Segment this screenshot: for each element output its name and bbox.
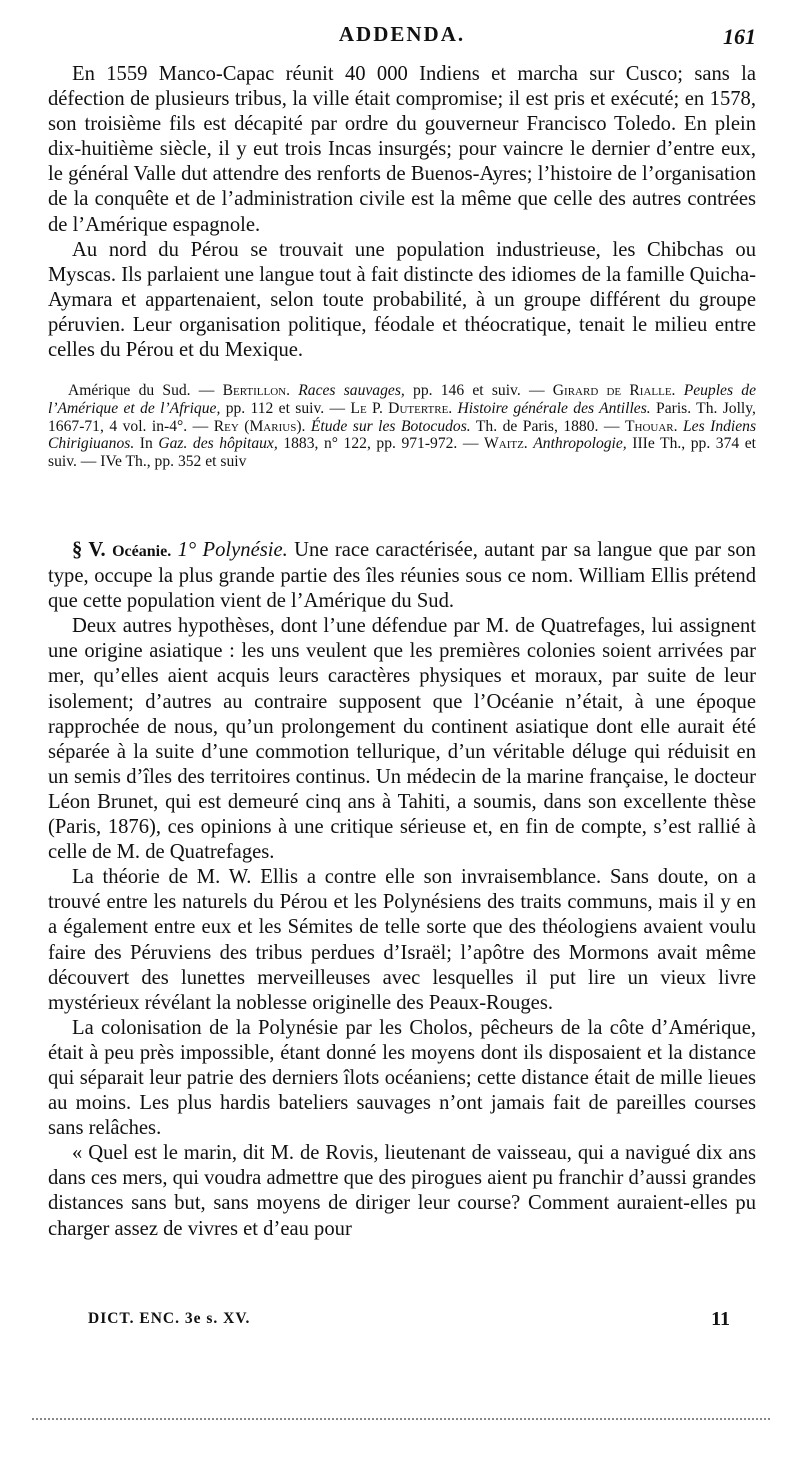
subsection-title: 1° Polynésie. — [177, 539, 288, 561]
bottom-dotted-rule — [32, 1418, 770, 1420]
running-title: ADDENDA. — [338, 22, 466, 46]
note-author: Rey (Marius). — [213, 417, 306, 435]
note-part: Th. de Paris, 1880. — — [475, 417, 620, 435]
oceania-section — [48, 538, 756, 1242]
note-part: 1883, n° 122, pp. 971-972. — — [283, 435, 479, 453]
section-mark: § V. — [72, 539, 106, 561]
paragraph-race-type: Une race caractérisée, autant par sa langue que par son type, occupe la plus grande partie des îles réunies sous ce nom. William Ellis prétend que cette population vient de l’Amérique du Sud. — [48, 539, 756, 613]
note-title: Races sauvages, — [298, 382, 405, 399]
bibliography-text — [48, 382, 756, 471]
paragraph-hypotheses: Deux autres hypothèses, dont l’une défendue par M. de Quatrefages, lui assignent une origine asiatique : les uns veulent que les premières colonies soient arrivées par mer, qu’elles aient acquis leurs caractères physiques et moraux, par suite de leur isolement; d’autres au contraire supposent que l’Océanie n’était, à une époque rapprochée de nous, qu’un prolongement du continent asiatique dont elle aurait été séparée à la suite d’une commotion tellurique, d’un véritable déluge qui réduisit en un semis d’îles des territoires continus. Un médecin de la marine française, le docteur Léon Brunet, qui est demeuré cinq ans à Tahiti, a soumis, dans son excellente thèse (Paris, 1876), ces opinions à une critique sérieuse et, en fin de compte, s’est rallié à celle de M. de Quatrefages. — [48, 615, 756, 864]
note-title: Histoire générale des Antilles. — [457, 399, 651, 417]
note-title: Peuples de l’Amérique et de l’Afrique, — [48, 382, 756, 417]
note-part: Paris. Th. Jolly, 1667-71, 4 vol. in-4°. — — [48, 399, 756, 435]
section-title: Océanie. — [112, 543, 172, 560]
page-header — [48, 22, 756, 52]
note-part: Amérique du Sud. — — [68, 382, 215, 399]
note-part: In — [139, 435, 153, 453]
paragraph-colonisation: La colonisation de la Polynésie par les Cholos, pêcheurs de la côte d’Amérique, était à peu près impossible, étant donné les moyens dont ils disposaient et la distance qui séparait leur patrie des derniers îlots océaniens; cette distance était de mille lieues au moins. Les plus hardis bateliers sauvages n’ont jamais fait de pareilles courses sans relâches. — [48, 1016, 756, 1140]
note-title: Étude sur les Botocudos. — [310, 417, 471, 435]
printer-signature: DICT. ENC. 3e s. XV. — [88, 1310, 251, 1327]
note-author: Girard de Rialle. — [552, 382, 676, 399]
note-part: IIIe Th., pp. 374 et suiv. — IVe Th., pp. 352 et suiv — [48, 435, 756, 471]
note-author: Bertillon. — [222, 382, 291, 399]
bibliography-note — [48, 382, 756, 471]
paragraph-rovis-quote: « Quel est le marin, dit M. de Rovis, lieutenant de vaisseau, qui a navigué dix ans dans ces mers, qui voudra admettre que des pirogues aient pu franchir d’aussi grandes distances sans but, sans moyens de diriger leur course? Comment auraient-elles pu charger assez de vivres et d’eau pour — [48, 1142, 756, 1240]
paragraph-manco-capac: En 1559 Manco-Capac réunit 40 000 Indiens et marcha sur Cusco; sans la défection de plusieurs tribus, la ville était compromise; il est pris et exécuté; en 1578, son troisième fils est décapité par ordre du gouverneur Francisco Toledo. En plein dix-huitième siècle, il y eut trois Incas insurgés; pour vaincre le dernier d’entre eux, le général Valle dut attendre des renforts de Buenos-Ayres; l’histoire de l’organisation de la conquête et de l’administration civile est la même que celle des autres contrées de l’Amérique espagnole. — [48, 63, 756, 236]
note-author: Thouar. — [624, 417, 678, 435]
note-part: pp. 146 et suiv. — — [413, 382, 545, 399]
note-title: Gaz. des hôpitaux, — [158, 435, 278, 453]
page-footer — [88, 1310, 738, 1336]
sheet-number: 11 — [711, 1308, 730, 1330]
note-part: pp. 112 et suiv. — — [225, 399, 346, 417]
section-opening-paragraph — [48, 538, 756, 614]
note-title: Les Indiens Chirigiuanos. — [48, 417, 757, 453]
note-author: Waitz. — [484, 435, 528, 453]
opening-text-block — [48, 62, 756, 363]
note-title: Anthropologie, — [533, 435, 627, 453]
paragraph-ellis-theory: La théorie de M. W. Ellis a contre elle son invraisemblance. Sans doute, on a trouvé entre les naturels du Pérou et les Polynésiens des traits communs, mais il y en a également entre eux et les Sémites de telle sorte que des théologiens avaient voulu faire des Péruviens des tribus perdues d’Israël; l’apôtre des Mormons avait même découvert des lunettes merveilleuses avec lesquelles il put lire un vieux livre mystérieux révélant la noblesse originelle des Peaux-Rouges. — [48, 866, 756, 1014]
note-author: Le P. Dutertre. — [350, 399, 453, 417]
paragraph-chibchas: Au nord du Pérou se trouvait une population industrieuse, les Chibchas ou Myscas. Ils parlaient une langue tout à fait distincte des idiomes de la famille Quicha-Aymara et appartenaient, selon toute probabilité, à un groupe différent du groupe péruvien. Leur organisation politique, féodale et théocratique, tenait le milieu entre celles du Pérou et du Mexique. — [48, 238, 756, 362]
page-number: 161 — [723, 24, 756, 49]
